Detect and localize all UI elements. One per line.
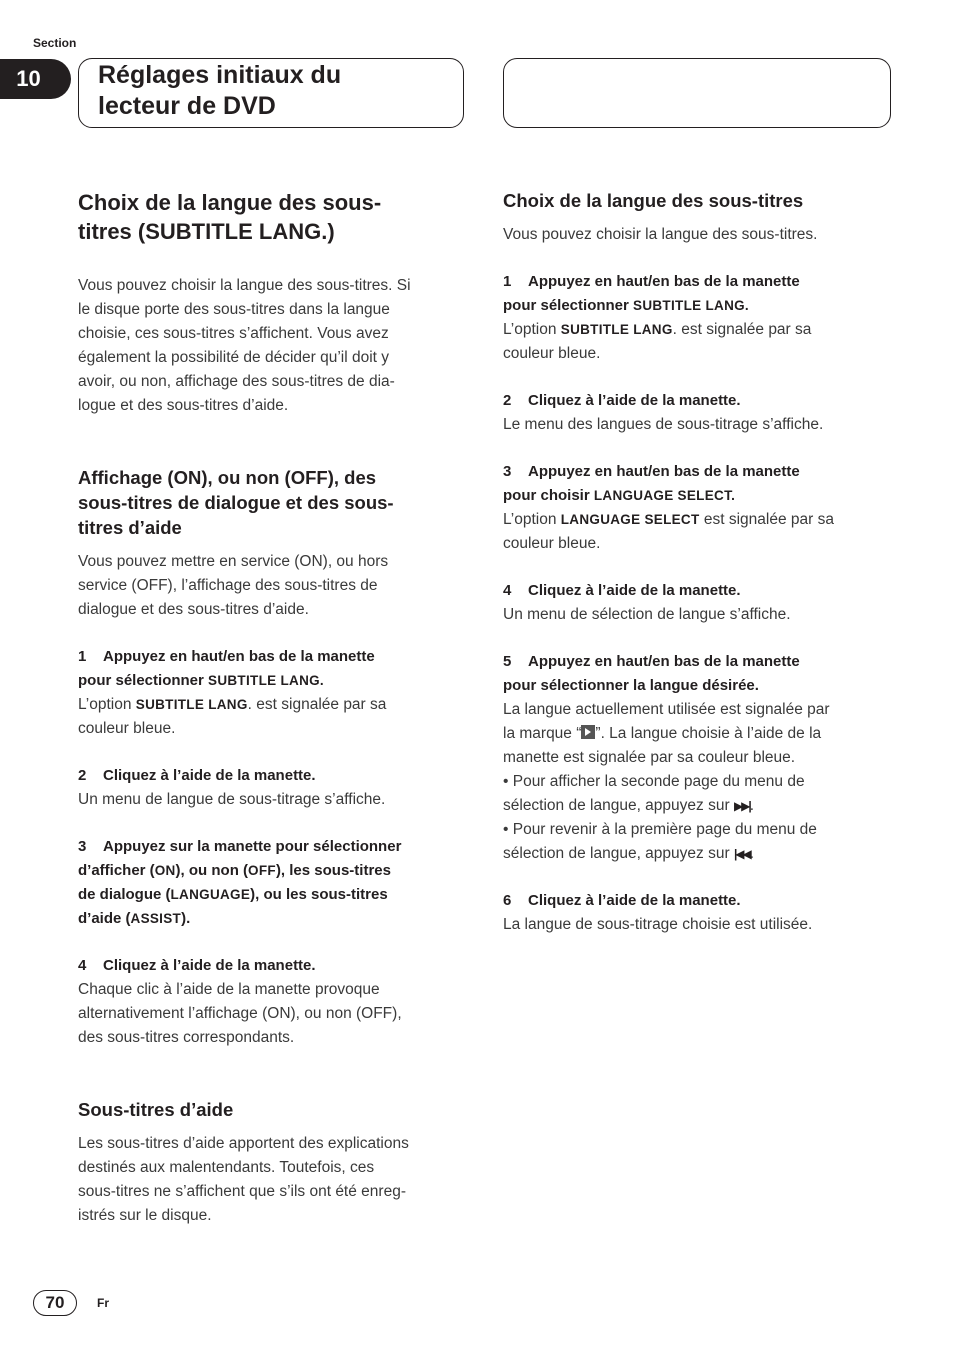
step-instruction: Appuyez en haut/en bas de la manette — [103, 648, 375, 665]
step-4 — [503, 579, 891, 627]
step-number: 3 — [78, 838, 87, 855]
text: . est signalée par sa — [247, 696, 387, 713]
heading-assist-subtitles: Sous-titres d’aide — [78, 1099, 234, 1120]
text-line: La langue de sous-titrage choisie est utilisée. — [503, 916, 813, 933]
text: L’option — [503, 321, 557, 338]
text-line: sous-titres ne s’affichent que s’ils ont été enreg- — [78, 1183, 406, 1200]
text-line: choisie, ces sous-titres s’affichent. Vous avez — [78, 325, 389, 342]
text: ). — [181, 910, 191, 927]
text: de dialogue ( — [78, 886, 171, 903]
text: L’option — [503, 511, 557, 528]
text: ”. La langue choisie à l’aide de la — [595, 725, 822, 742]
step-instruction: pour choisir — [503, 487, 590, 504]
on-off-intro — [78, 550, 466, 622]
text-line: service (OFF), l’affichage des sous-titres de — [78, 577, 378, 594]
text: est signalée par sa — [703, 511, 834, 528]
intro-line: Vous pouvez choisir la langue des sous-titres. — [503, 226, 818, 243]
text-line: couleur bleue. — [78, 720, 176, 737]
text-line: istrés sur le disque. — [78, 1207, 212, 1224]
previous-page-icon: |◀◀ — [733, 847, 750, 861]
left-column — [78, 188, 466, 1228]
text-line: dialogue et des sous-titres d’aide. — [78, 601, 309, 618]
text: d’afficher ( — [78, 862, 155, 879]
step-number: 4 — [78, 957, 87, 974]
step-instruction: pour sélectionner — [78, 672, 204, 689]
page-title — [98, 60, 458, 122]
step-instruction: Cliquez à l’aide de la manette. — [103, 767, 316, 784]
text: . est signalée par sa — [672, 321, 812, 338]
step-2 — [503, 389, 891, 437]
step-instruction: pour sélectionner la langue désirée. — [503, 677, 759, 694]
menu-item-name: SUBTITLE LANG. — [208, 673, 324, 688]
step-1 — [78, 645, 466, 741]
section-number-badge: 10 — [0, 59, 71, 99]
step-3 — [78, 835, 466, 931]
step-2 — [78, 764, 466, 812]
text-line: couleur bleue. — [503, 535, 601, 552]
option-off: OFF — [248, 863, 276, 878]
text-line: manette est signalée par sa couleur bleue. — [503, 749, 796, 766]
text-line: La langue actuellement utilisée est signalée par — [503, 701, 830, 718]
text-line: Le menu des langues de sous-titrage s’affiche. — [503, 416, 824, 433]
step-number: 2 — [503, 392, 512, 409]
option-assist: ASSIST — [130, 911, 182, 926]
heading-line: titres (SUBTITLE LANG.) — [78, 219, 335, 244]
step-instruction: pour sélectionner — [503, 297, 629, 314]
step-instruction: Cliquez à l’aide de la manette. — [528, 892, 741, 909]
step-number: 6 — [503, 892, 512, 909]
current-language-marker-icon — [581, 725, 595, 739]
step-number: 1 — [503, 273, 512, 290]
step-instruction: Appuyez en haut/en bas de la manette — [528, 273, 800, 290]
next-page-icon: ▶▶| — [733, 799, 750, 813]
text-line: Un menu de langue de sous-titrage s’affiche. — [78, 791, 386, 808]
text-line: alternativement l’affichage (ON), ou non (OFF), — [78, 1005, 402, 1022]
text-line: Chaque clic à l’aide de la manette provoque — [78, 981, 380, 998]
step-number: 3 — [503, 463, 512, 480]
text: la marque “ — [503, 725, 582, 742]
empty-header-frame — [503, 58, 891, 128]
heading-on-off — [78, 465, 466, 540]
bullet-line: • Pour afficher la seconde page du menu de — [503, 773, 805, 790]
heading-choose-language: Choix de la langue des sous-titres — [503, 190, 804, 211]
option-language: LANGUAGE — [170, 887, 251, 902]
step-1 — [503, 270, 891, 366]
text-line: le disque porte des sous-titres dans la langue — [78, 301, 390, 318]
text-line: des sous-titres correspondants. — [78, 1029, 295, 1046]
intro-paragraph — [78, 274, 466, 418]
heading-line: Affichage (ON), ou non (OFF), des — [78, 467, 377, 488]
page-number: 70 — [33, 1290, 77, 1316]
step-instruction: Appuyez en haut/en bas de la manette — [528, 463, 800, 480]
menu-item-name: SUBTITLE LANG. — [633, 298, 749, 313]
heading-subtitle-lang — [78, 188, 466, 246]
step-instruction: Cliquez à l’aide de la manette. — [103, 957, 316, 974]
right-column — [503, 188, 891, 937]
step-3 — [503, 460, 891, 556]
text-line: avoir, ou non, affichage des sous-titres de dia- — [78, 373, 395, 390]
text: L’option — [78, 696, 132, 713]
step-number: 5 — [503, 653, 512, 670]
text-line: également la possibilité de décider qu’il doit y — [78, 349, 390, 366]
section-label: Section — [33, 36, 77, 50]
step-instruction: Cliquez à l’aide de la manette. — [528, 392, 741, 409]
heading-line: Choix de la langue des sous- — [78, 190, 382, 215]
step-6 — [503, 889, 891, 937]
text: d’aide ( — [78, 910, 131, 927]
language-code: Fr — [97, 1296, 109, 1310]
assist-paragraph — [78, 1132, 466, 1228]
text-line: Un menu de sélection de langue s’affiche. — [503, 606, 791, 623]
page-title-line-1: Réglages initiaux du — [98, 61, 342, 89]
menu-item-name: LANGUAGE SELECT. — [593, 488, 736, 503]
text: ), ou les sous-titres — [250, 886, 388, 903]
step-number: 2 — [78, 767, 87, 784]
text-line: Vous pouvez choisir la langue des sous-titres. Si — [78, 277, 411, 294]
menu-item-name: SUBTITLE LANG — [560, 322, 673, 337]
heading-line: titres d’aide — [78, 517, 182, 538]
text: ), ou non ( — [175, 862, 249, 879]
step-instruction: Appuyez sur la manette pour sélectionner — [103, 838, 402, 855]
text: sélection de langue, appuyez sur — [503, 845, 730, 862]
heading-line: sous-titres de dialogue et des sous- — [78, 492, 394, 513]
bullet-line: • Pour revenir à la première page du menu de — [503, 821, 817, 838]
step-number: 4 — [503, 582, 512, 599]
menu-item-name: LANGUAGE SELECT — [560, 512, 700, 527]
text-line: Vous pouvez mettre en service (ON), ou hors — [78, 553, 389, 570]
step-instruction: Appuyez en haut/en bas de la manette — [528, 653, 800, 670]
text: sélection de langue, appuyez sur — [503, 797, 730, 814]
text: ), les sous-titres — [275, 862, 391, 879]
text-line: destinés aux malentendants. Toutefois, ces — [78, 1159, 375, 1176]
step-5: 5 Appuyez en haut/en bas de la manette pour sélectionner la langue désirée. La langue actuellement utilisée est signalée par la marque “ ”. La langue choisie à l’aide de la manette est signalée par sa couleur bleue. • Pour afficher la seconde page du menu de sélection de langue, appuyez sur ▶▶|. • Pour revenir à la première page du menu de sélection de langue, appuyez sur |◀◀. — [503, 650, 891, 866]
menu-item-name: SUBTITLE LANG — [135, 697, 248, 712]
text-line: logue et des sous-titres d’aide. — [78, 397, 289, 414]
step-instruction: Cliquez à l’aide de la manette. — [528, 582, 741, 599]
text-line: Les sous-titres d’aide apportent des explications — [78, 1135, 409, 1152]
step-number: 1 — [78, 648, 87, 665]
text-line: couleur bleue. — [503, 345, 601, 362]
page-title-line-2: lecteur de DVD — [98, 92, 276, 120]
option-on: ON — [154, 863, 176, 878]
step-4 — [78, 954, 466, 1050]
